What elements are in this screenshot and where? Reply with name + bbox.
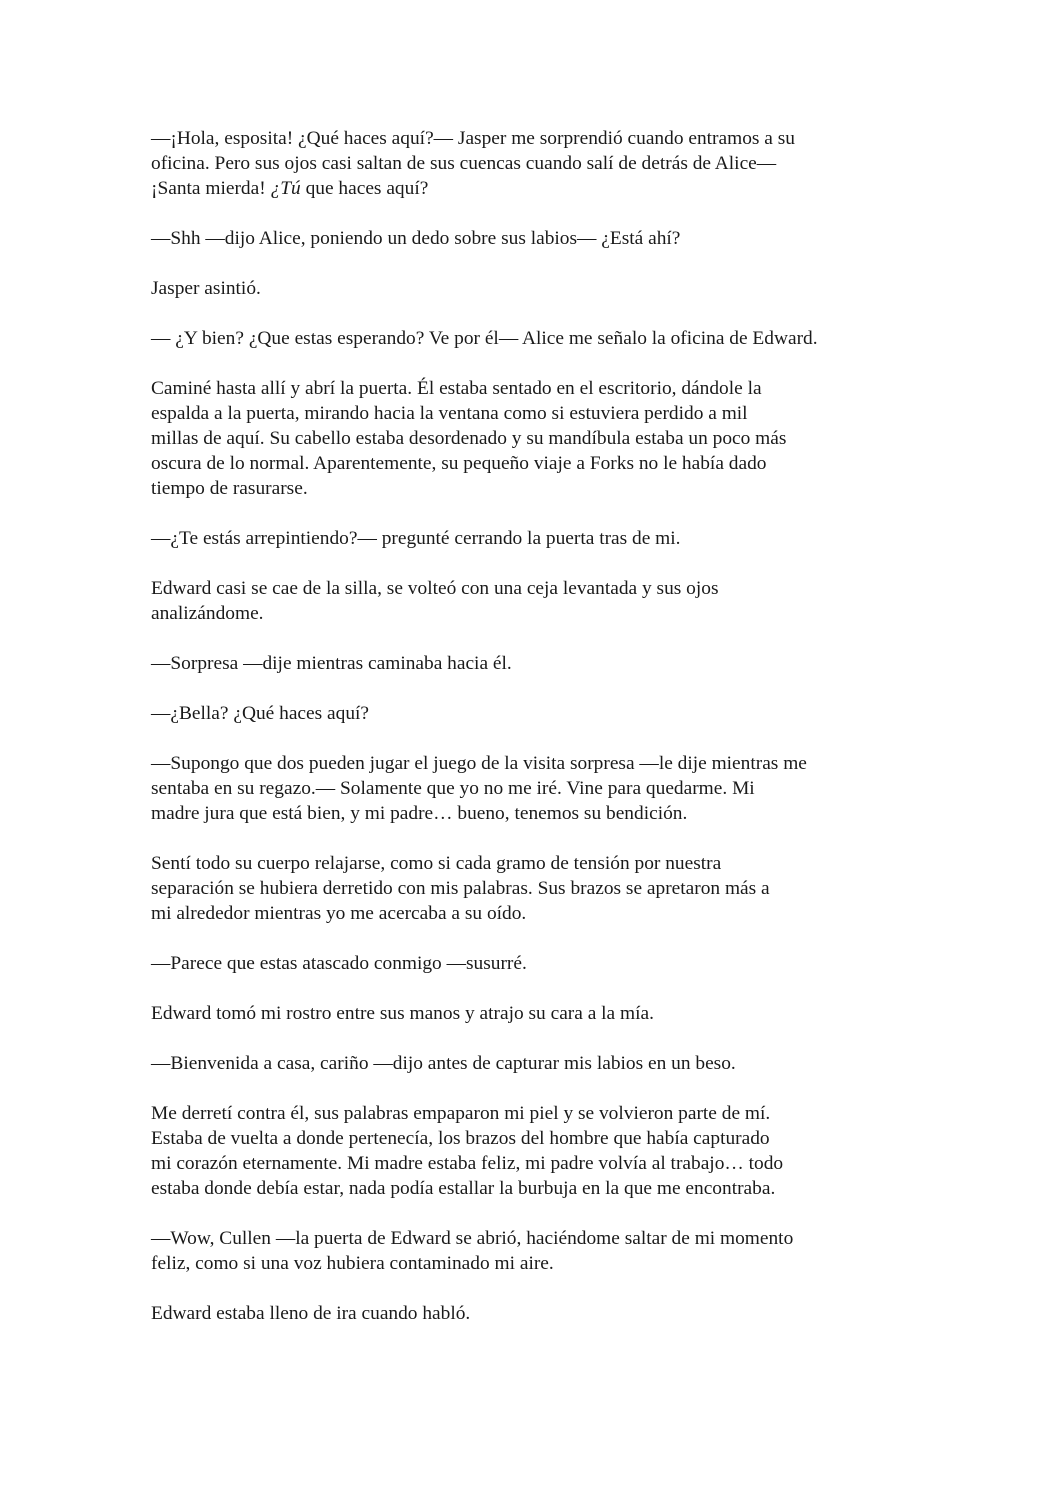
paragraph-15 xyxy=(151,1101,921,1201)
text-line: — ¿Y bien? ¿Que estas esperando? Ve por él— Alice me señalo la oficina de Edward. xyxy=(151,328,818,349)
text-line: tiempo de rasurarse. xyxy=(151,478,308,499)
text-line: Me derretí contra él, sus palabras empaparon mi piel y se volvieron parte de mí. xyxy=(151,1103,771,1124)
paragraph-13 xyxy=(151,1001,921,1026)
text-line: —Wow, Cullen —la puerta de Edward se abrió, haciéndome saltar de mi momento xyxy=(151,1228,794,1249)
paragraph-2 xyxy=(151,226,921,251)
italic-text: ¿Tú xyxy=(270,178,301,199)
text-line: mi alrededor mientras yo me acercaba a su oído. xyxy=(151,903,527,924)
text-line: Estaba de vuelta a donde pertenecía, los brazos del hombre que había capturado xyxy=(151,1128,770,1149)
text-line: Sentí todo su cuerpo relajarse, como si cada gramo de tensión por nuestra xyxy=(151,853,722,874)
text-line: madre jura que está bien, y mi padre… bueno, tenemos su bendición. xyxy=(151,803,688,824)
text-line: —Bienvenida a casa, cariño —dijo antes de capturar mis labios en un beso. xyxy=(151,1053,736,1074)
paragraph-14 xyxy=(151,1051,921,1076)
paragraph-8 xyxy=(151,651,921,676)
paragraph-5 xyxy=(151,376,921,501)
text-line: Jasper asintió. xyxy=(151,278,261,299)
text-line: Edward tomó mi rostro entre sus manos y atrajo su cara a la mía. xyxy=(151,1003,654,1024)
text-line: separación se hubiera derretido con mis palabras. Sus brazos se apretaron más a xyxy=(151,878,770,899)
text-line xyxy=(151,176,921,201)
text-line: millas de aquí. Su cabello estaba desordenado y su mandíbula estaba un poco más xyxy=(151,428,787,449)
paragraph-4 xyxy=(151,326,921,351)
paragraph-3 xyxy=(151,276,921,301)
paragraph-6 xyxy=(151,526,921,551)
paragraph-9 xyxy=(151,701,921,726)
text-run: que haces aquí? xyxy=(300,178,429,199)
paragraph-11 xyxy=(151,851,921,926)
text-line: —Sorpresa —dije mientras caminaba hacia él. xyxy=(151,653,512,674)
text-line: —¿Bella? ¿Qué haces aquí? xyxy=(151,703,370,724)
text-line: feliz, como si una voz hubiera contaminado mi aire. xyxy=(151,1253,554,1274)
body-text xyxy=(151,126,921,1351)
paragraph-1 xyxy=(151,126,921,201)
text-line: oficina. Pero sus ojos casi saltan de sus cuencas cuando salí de detrás de Alice— xyxy=(151,153,777,174)
text-line: —Parece que estas atascado conmigo —susurré. xyxy=(151,953,527,974)
text-line: —¿Te estás arrepintiendo?— pregunté cerrando la puerta tras de mi. xyxy=(151,528,681,549)
text-line: Caminé hasta allí y abrí la puerta. Él estaba sentado en el escritorio, dándole la xyxy=(151,378,762,399)
text-line: estaba donde debía estar, nada podía estallar la burbuja en la que me encontraba. xyxy=(151,1178,776,1199)
paragraph-7 xyxy=(151,576,921,626)
paragraph-12 xyxy=(151,951,921,976)
text-line: analizándome. xyxy=(151,603,264,624)
text-line: oscura de lo normal. Aparentemente, su pequeño viaje a Forks no le había dado xyxy=(151,453,767,474)
text-line: Edward casi se cae de la silla, se volteó con una ceja levantada y sus ojos xyxy=(151,578,719,599)
text-line: —¡Hola, esposita! ¿Qué haces aquí?— Jasper me sorprendió cuando entramos a su xyxy=(151,128,795,149)
text-run: ¡Santa mierda! xyxy=(151,178,271,199)
text-line: sentaba en su regazo.— Solamente que yo no me iré. Vine para quedarme. Mi xyxy=(151,778,755,799)
paragraph-16 xyxy=(151,1226,921,1276)
text-line: —Shh —dijo Alice, poniendo un dedo sobre sus labios— ¿Está ahí? xyxy=(151,228,681,249)
paragraph-10 xyxy=(151,751,921,826)
text-line: mi corazón eternamente. Mi madre estaba feliz, mi padre volvía al trabajo… todo xyxy=(151,1153,784,1174)
text-line: Edward estaba lleno de ira cuando habló. xyxy=(151,1303,471,1324)
paragraph-17 xyxy=(151,1301,921,1326)
text-line: —Supongo que dos pueden jugar el juego de la visita sorpresa —le dije mientras me xyxy=(151,753,807,774)
text-line: espalda a la puerta, mirando hacia la ventana como si estuviera perdido a mil xyxy=(151,403,748,424)
